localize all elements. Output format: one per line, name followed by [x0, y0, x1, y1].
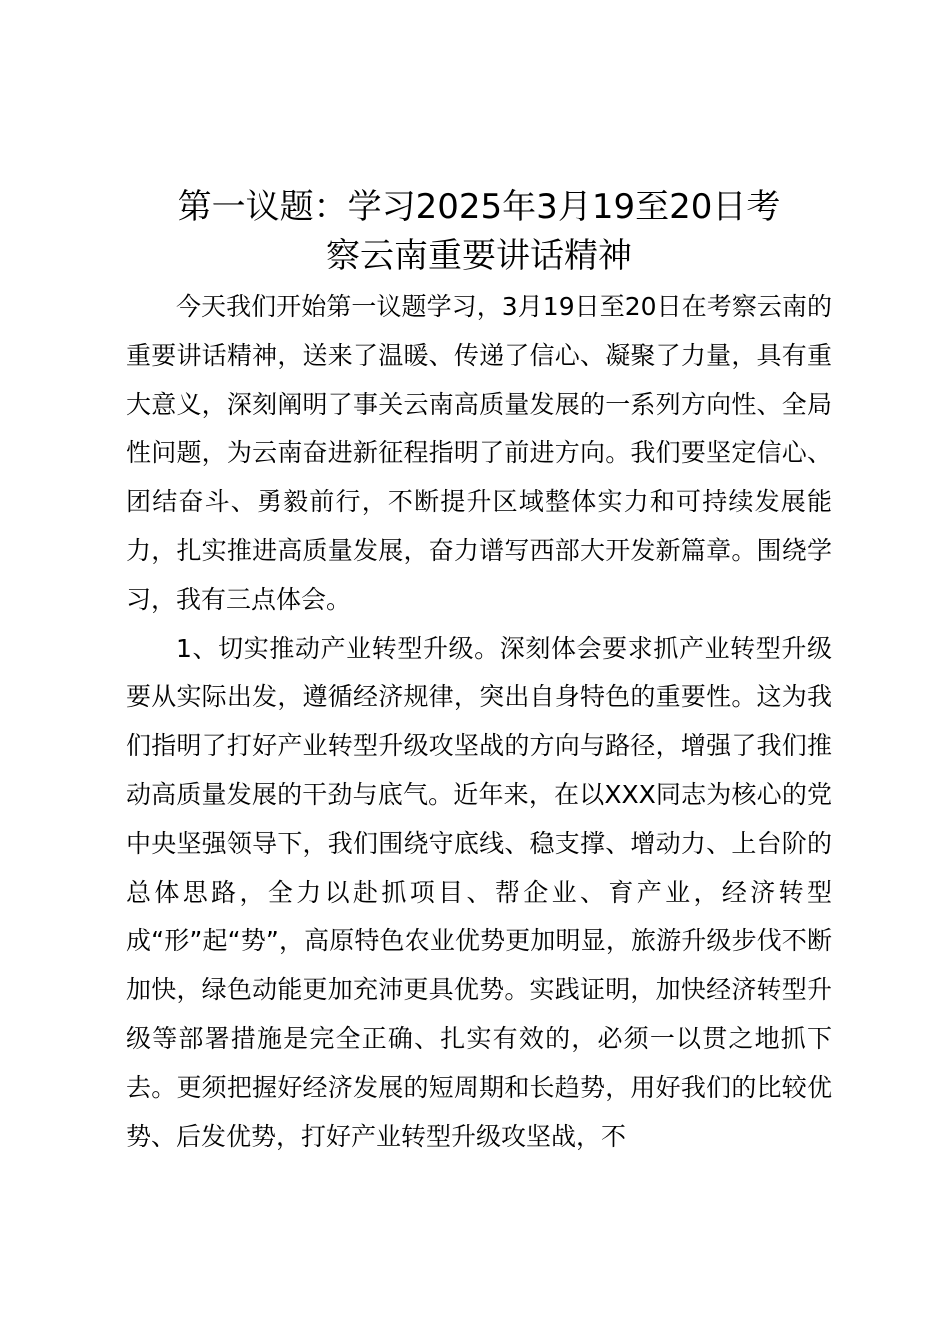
document-page [126, 183, 832, 1161]
title-line-1: 第一议题：学习2025年3月19至20日考 [177, 187, 781, 227]
paragraph-point-1: 1、切实推动产业转型升级。深刻体会要求抓产业转型升级要从实际出发，遵循经济规律，突出自身特色的重要性。这为我们指明了打好产业转型升级攻坚战的方向与路径，增强了我们推动高质量发展的干劲与底气。近年来，在以XXX同志为核心的党中央坚强领导下，我们围绕守底线、稳支撑、增动力、上台阶的总体思路，全力以赴抓项目、帮企业、育产业，经济转型成“形”起“势”，高原特色农业优势更加明显，旅游升级步伐不断加快，绿色动能更加充沛更具优势。实践证明，加快经济转型升级等部署措施是完全正确、扎实有效的，必须一以贯之地抓下去。更须把握好经济发展的短周期和长趋势，用好我们的比较优势、后发优势，打好产业转型升级攻坚战，不 [126, 633, 832, 1151]
document-title [99, 183, 859, 281]
title-line-2: 察云南重要讲话精神 [326, 236, 632, 276]
paragraph-intro: 今天我们开始第一议题学习，3月19日至20日在考察云南的重要讲话精神，送来了温暖、传递了信心、凝聚了力量，具有重大意义，深刻阐明了事关云南高质量发展的一系列方向性、全局性问题，为云南奋进新征程指明了前进方向。我们要坚定信心、团结奋斗、勇毅前行，不断提升区域整体实力和可持续发展能力，扎实推进高质量发展，奋力谱写西部大开发新篇章。围绕学习，我有三点体会。 [126, 292, 832, 614]
